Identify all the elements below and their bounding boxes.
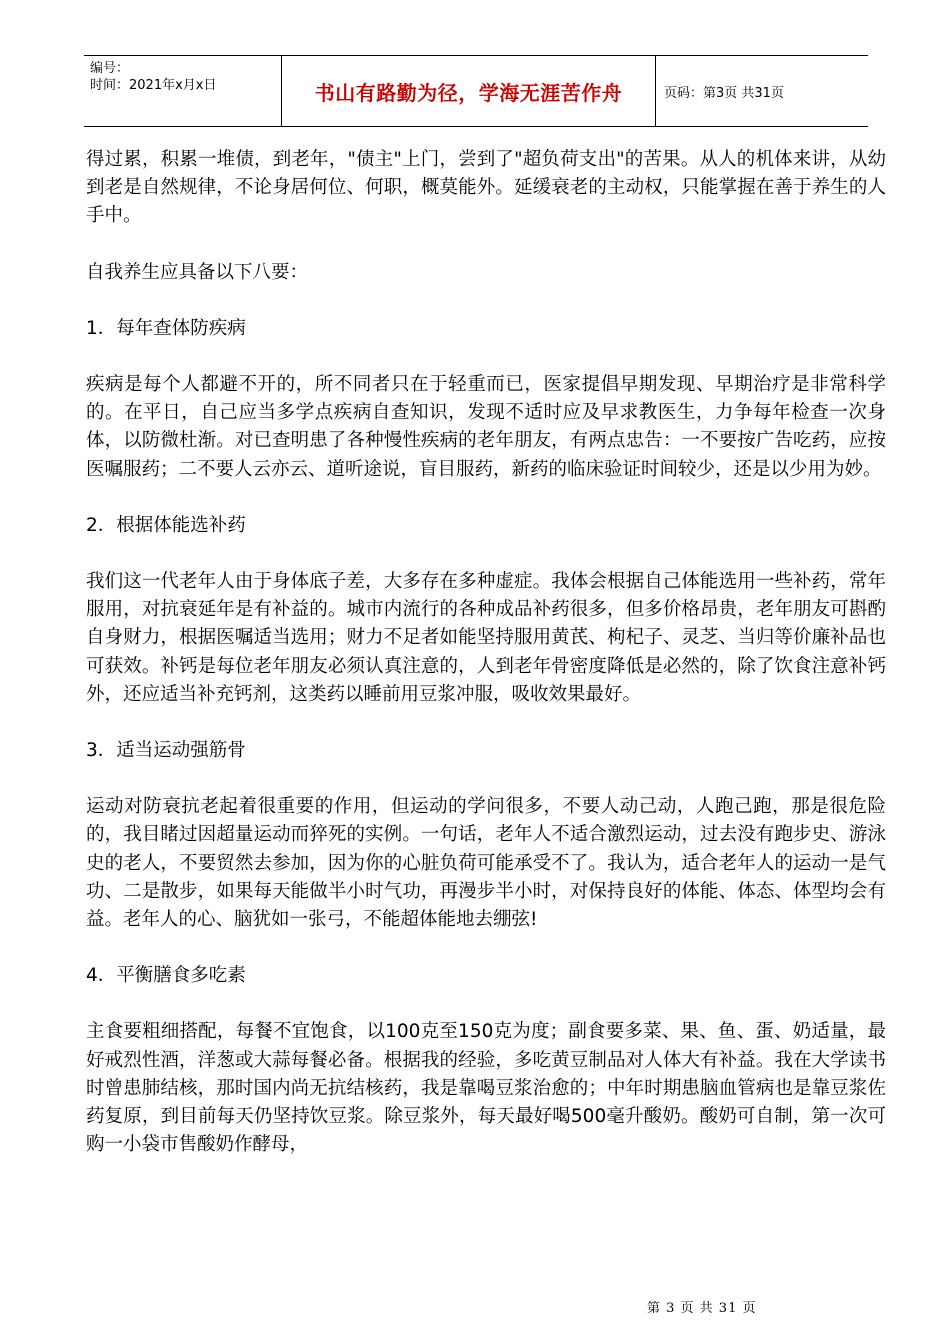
document-body (86, 146, 886, 1159)
section-heading: 2．根据体能选补药 (86, 514, 246, 536)
header-divider (655, 56, 656, 126)
paragraph: 得过累，积累一堆债，到老年，"债主"上门，尝到了"超负荷支出"的苦果。从人的机体来讲，从幼到老是自然规律，不论身居何位、何职，概莫能外。延缓衰老的主动权，只能掌握在善于养生的人手中。 (86, 149, 886, 227)
header-page-info: 页码：第3页 共31页 (664, 85, 784, 101)
header-motto: 书山有路勤为径，学海无涯苦作舟 (314, 80, 623, 105)
intro-paragraph: 自我养生应具备以下八要： (86, 261, 309, 283)
footer-page-info: 第 3 页 共 31 页 (647, 1301, 757, 1316)
page-header (84, 55, 868, 127)
paragraph: 疾病是每个人都避不开的，所不同者只在于轻重而已，医家提倡早期发现、早期治疗是非常科学的。在平日，自己应当多学点疾病自查知识，发现不适时应及早求教医生，力争每年检查一次身体，以防微杜渐。对已查明患了各种慢性疾病的老年朋友，有两点忠告：一不要按广告吃药，应按医嘱服药；二不要人云亦云、道听途说，盲目服药，新药的临床验证时间较少，还是以少用为妙。 (86, 374, 886, 480)
section-heading: 3．适当运动强筋骨 (86, 740, 246, 762)
section-heading: 4．平衡膳食多吃素 (86, 965, 246, 987)
paragraph: 运动对防衰抗老起着很重要的作用，但运动的学问很多，不要人动己动，人跑己跑，那是很危险的，我目睹过因超量运动而猝死的实例。一句话，老年人不适合激烈运动，过去没有跑步史、游泳史的老人，不要贸然去参加，因为你的心脏负荷可能承受不了。我认为，适合老年人的运动一是气功、二是散步，如果每天能做半小时气功，再漫步半小时，对保持良好的体能、体态、体型均会有益。老年人的心、脑犹如一张弓，不能超体能地去绷弦! (86, 796, 886, 931)
paragraph: 我们这一代老年人由于身体底子差，大多存在多种虚症。我体会根据自己体能选用一些补药，常年服用，对抗衰延年是有补益的。城市内流行的各种成品补药很多，但多价格昂贵，老年朋友可斟酌自身财力，根据医嘱适当选用；财力不足者如能坚持服用黄芪、枸杞子、灵芝、当归等价廉补品也可获效。补钙是每位老年朋友必须认真注意的，人到老年骨密度降低是必然的，除了饮食注意补钙外，还应适当补充钙剂，这类药以睡前用豆浆冲服，吸收效果最好。 (86, 571, 886, 705)
header-meta (90, 60, 216, 94)
paragraph: 主食要粗细搭配，每餐不宜饱食，以100克至150克为度；副食要多菜、果、鱼、蛋、奶适量，最好戒烈性酒，洋葱或大蒜每餐必备。根据我的经验，多吃黄豆制品对人体大有补益。我在大学读书时曾患肺结核，那时国内尚无抗结核药，我是靠喝豆浆治愈的；中年时期患脑血管病也是靠豆浆佐药复原，到目前每天仍坚持饮豆浆。除豆浆外，每天最好喝500毫升酸奶。酸奶可自制，第一次可购一小袋市售酸奶作酵母， (86, 1021, 886, 1156)
section-heading: 1．每年查体防疾病 (86, 317, 246, 339)
time-label: 时间：2021年x月x日 (90, 78, 217, 93)
number-label: 编号： (90, 61, 130, 76)
